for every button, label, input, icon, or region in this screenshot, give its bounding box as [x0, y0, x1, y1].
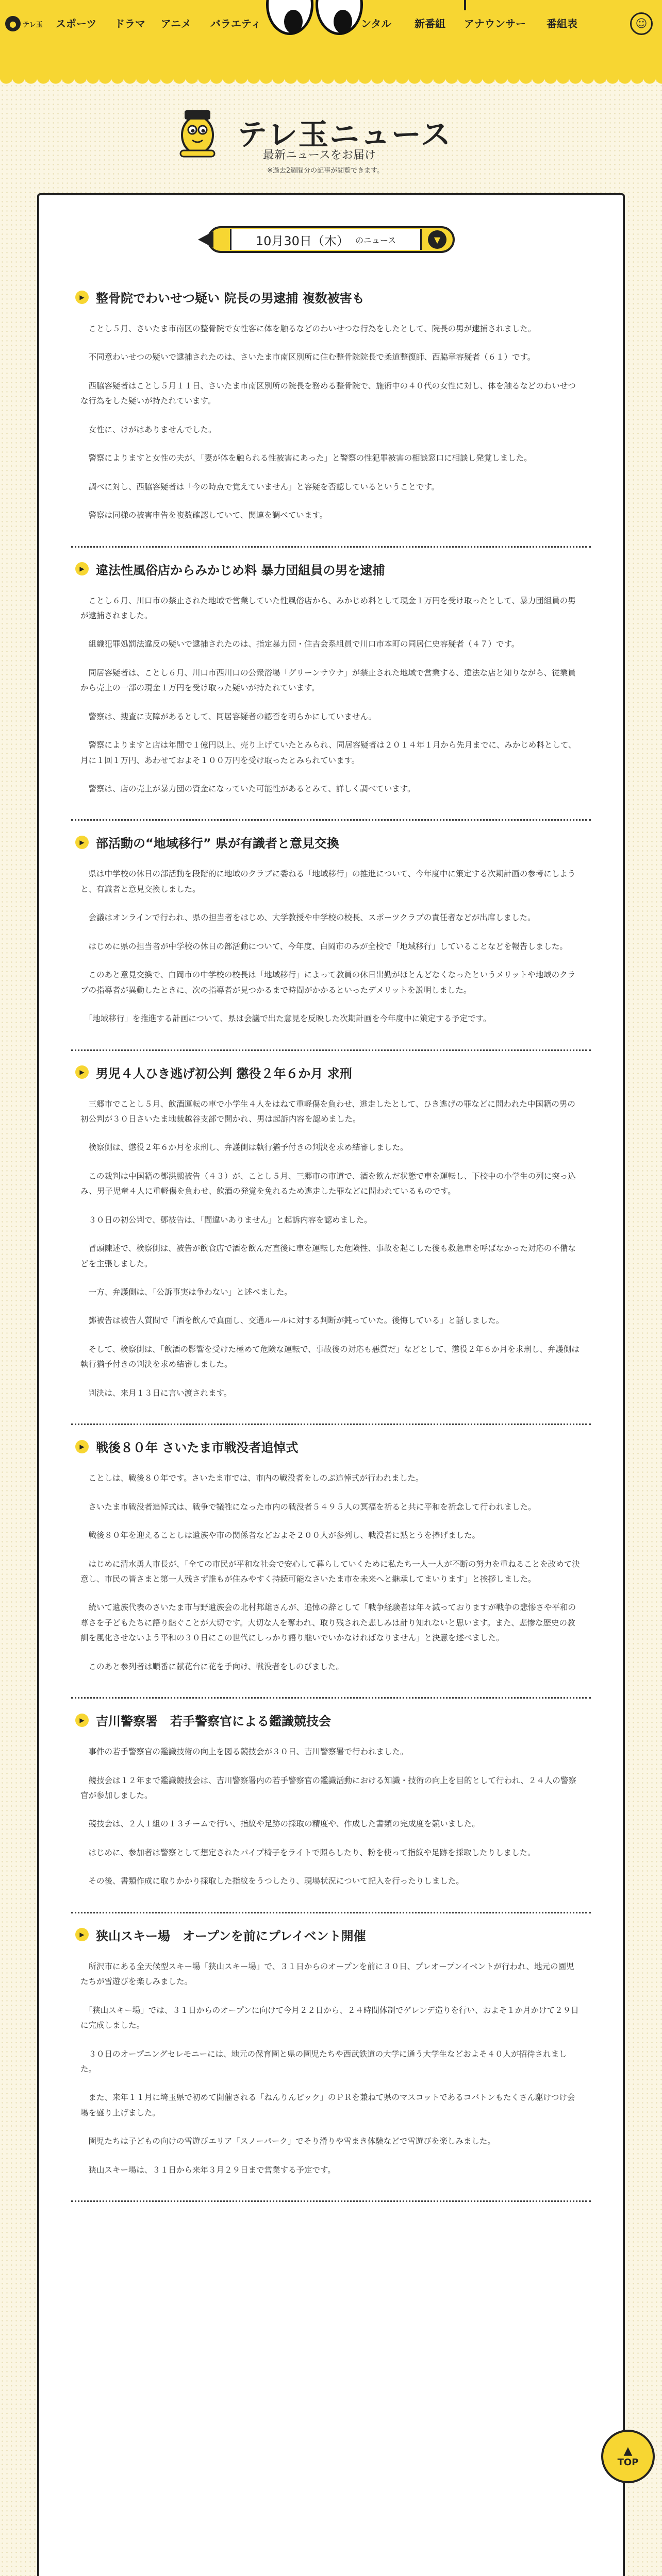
article-paragraph: ３０日のオープニングセレモニーには、地元の保育園と県の園児たちや西武鉄道の大学に通う大学生などおよそ４０人が招待されました。: [80, 2049, 567, 2074]
article-paragraph: 警察によりますと店は年間で１億円以上、売り上げていたとみられ、同居容疑者は２０１４年１月から先月までに、みかじめ料として、月に１回１万円、あわせておよそ１００万円を受け取ったとみられています。: [80, 740, 576, 765]
right-eye-icon: [316, 0, 363, 35]
page-subtitle: 最新ニュースをお届け: [263, 149, 376, 162]
header-wave: [0, 77, 662, 90]
arrow-up-icon: ▲: [623, 2444, 633, 2458]
date-suffix: のニュース: [355, 235, 396, 245]
nav-item-anime[interactable]: アニメ: [161, 18, 191, 30]
article-paragraph: 鄧被告は被告人質問で「酒を飲んで真面し、交通ルールに対する判断が鈍っていた。後悔している」と話しました。: [80, 1316, 504, 1326]
article-paragraph: 続いて遺族代表のさいたま市与野遺族会の北村邦雄さんが、追悼の辞として「戦争経験者は年々減っておりますが戦争の悲惨さや平和の尊さを子どもたちに語り継ぐことが大切です。大切な人を奪われ、取り残された悲しみは計り知れないと思います。また、悲惨な歴史の教訓を風化させないよう平和の３０日にこの世代にしっかり語り継いでいかなければなりません」と決意を述べました。: [80, 1603, 576, 1643]
article-paragraph: 会議はオンラインで行われ、県の担当者をはじめ、大学教授や中学校の校長、スポーツクラブの責任者などが出席しました。: [80, 913, 536, 923]
article-title: [75, 1926, 591, 1944]
mascot-head-icon[interactable]: ☺: [630, 12, 653, 35]
article-paragraph: 「地域移行」を推進する計画について、県は会議で出た意見を反映した次期計画を今年度中に策定する予定です。: [80, 1014, 491, 1024]
article-paragraph: さいたま市戦没者追悼式は、戦争で犠牲になった市内の戦没者５４９５人の冥福を祈ると共に平和を祈念して行われました。: [80, 1502, 536, 1512]
back-to-top-label: TOP: [617, 2456, 639, 2468]
nav-item-rental[interactable]: ンタル: [361, 18, 392, 30]
article-paragraph: 検察側は、懲役２年６か月を求刑し、弁護側は執行猶予付きの判決を求め結審しました。: [80, 1143, 408, 1153]
article-title-text: 整骨院でわいせつ疑い 院長の男逮捕 複数被害も: [96, 291, 365, 306]
article-paragraph: 組織犯罪処罰法違反の疑いで逮捕されたのは、指定暴力団・住吉会系組員で川口市本町の同居仁史容疑者（４７）です。: [80, 639, 520, 649]
article-paragraph: 女性に、けがはありませんでした。: [80, 425, 217, 434]
article-paragraph: 競技会は１２年まで鑑識競技会は、吉川警察署内の若手警察官の鑑識活動における知識・技術の向上を目的として行われ、２４人の警察官が参加しました。: [80, 1775, 576, 1800]
arrow-bullet-icon: ▶: [75, 1714, 89, 1727]
date-selector[interactable]: [207, 226, 455, 253]
article-paragraph: 一方、弁護側は、「公訴事実は争わない」と述べました。: [80, 1287, 292, 1297]
article-paragraph: はじめに、参加者は警察として想定されたパイプ椅子をライトで照らしたり、粉を使って指紋や足跡を採取したりしました。: [80, 1848, 536, 1857]
logo-mark-icon: ●: [5, 16, 21, 31]
article-paragraph: 戦後８０年を迎えることしは遺族や市の関係者などおよそ２００人が参列し、戦没者に黙とうを捧げました。: [80, 1531, 481, 1540]
article-title-text: 男児４人ひき逃げ初公判 懲役２年６か月 求刑: [96, 1066, 352, 1081]
news-article: [71, 276, 591, 548]
arrow-bullet-icon: ▶: [75, 291, 89, 304]
back-to-top-button[interactable]: [601, 2430, 655, 2483]
pencil-tip-icon: [198, 231, 213, 248]
article-paragraph: 警察は、店の売上が暴力団の資金になっていた可能性があるとみて、詳しく調べています。: [80, 784, 416, 793]
article-title-text: 違法性風俗店からみかじめ料 暴力団組員の男を逮捕: [96, 563, 385, 578]
article-paragraph: 西脇容疑者はことし５月１１日、さいたま市南区別所の院長を務める整骨院で、施術中の４０代の女性に対し、体を触るなどのわいせつな行為をした疑いが持たれています。: [80, 381, 576, 406]
news-article: [71, 1699, 591, 1913]
nav-divider: [464, 0, 466, 10]
archive-note: ※過去2週間分の記事が閲覧できます。: [267, 167, 384, 175]
nav-item-sports[interactable]: スポーツ: [56, 18, 97, 30]
article-paragraph: ことし６月、川口市の禁止された地域で営業していた性風俗店から、みかじめ料として現金１万円を受け取ったとして、暴力団組員の男が逮捕されました。: [80, 596, 576, 620]
arrow-bullet-icon: ▶: [75, 1440, 89, 1453]
article-paragraph: 事件の若手警察官の鑑識技術の向上を図る競技会が３０日、吉川警察署で行われました。: [80, 1747, 408, 1757]
article-paragraph: 調べに対し、西脇容疑者は「今の時点で覚えていません」と容疑を否認しているということです。: [80, 482, 440, 492]
selected-date: 10月30日（木）: [255, 233, 349, 248]
arrow-bullet-icon: ▶: [75, 1928, 89, 1941]
article-paragraph: 不同意わいせつの疑いで逮捕されたのは、さいたま市南区別所に住む整骨院院長で柔道整復師、西脇章容疑者（６１）です。: [80, 352, 536, 362]
nav-item-new-programs[interactable]: 新番組: [415, 18, 445, 30]
article-paragraph: 「狭山スキー場」では、３１日からのオープンに向けて今月２２日から、２４時間体制でゲレンデ造りを行い、およそ１か月かけて２９日に完成しました。: [80, 2005, 579, 2030]
article-paragraph: ことしは、戦後８０年です。さいたま市では、市内の戦没者をしのぶ追悼式が行われました。: [80, 1473, 424, 1483]
left-eye-icon: [266, 0, 313, 35]
arrow-bullet-icon: ▶: [75, 1065, 89, 1079]
article-paragraph: このあと意見交換で、白岡市の中学校の校長は「地域移行」によって教員の休日出勤がほとんどなくなったというメリットや地域のクラブの指導者が異動したときに、次の指導者が見つかるまで時間がかかるといったデメリットを説明しました。: [80, 970, 576, 995]
article-paragraph: ３０日の初公判で、鄧被告は、「間違いありません」と起訴内容を認めました。: [80, 1215, 372, 1225]
article-paragraph: ことし５月、さいたま市南区の整骨院で女性客に体を触るなどのわいせつな行為をしたとして、院長の男が逮捕されました。: [80, 324, 536, 333]
article-paragraph: 警察は同様の被害申告を複数確認していて、関連を調べています。: [80, 511, 327, 520]
site-header: [0, 0, 662, 77]
logo-text: テレ玉: [23, 21, 43, 29]
article-paragraph: そして、検察側は、「飲酒の影響を受けた極めて危険な運転で、事故後の対応も悪質だ」などとして、懲役２年６か月を求刑し、弁護側は執行猶予付きの判決を求め結審しました。: [80, 1344, 580, 1369]
article-paragraph: 警察は、捜査に支障があるとして、同居容疑者の認否を明らかにしていません。: [80, 711, 377, 721]
arrow-bullet-icon: ▶: [75, 562, 89, 575]
news-article: [71, 1913, 591, 2202]
nav-item-variety[interactable]: バラエティ: [210, 18, 261, 30]
article-paragraph: 判決は、来月１３日に言い渡されます。: [80, 1388, 232, 1398]
arrow-bullet-icon: ▶: [75, 836, 89, 849]
mascot-eyes: [237, 0, 392, 37]
article-title: [75, 1437, 591, 1455]
nav-item-drama[interactable]: ドラマ: [114, 18, 145, 30]
article-title-text: 狭山スキー場 オープンを前にプレイベント開催: [96, 1928, 366, 1943]
article-title: [75, 833, 591, 851]
article-paragraph: この裁判は中国籍の鄧洪鵬被告（４３）が、ことし５月、三郷市の市道で、酒を飲んだ状態で車を運転し、下校中の小学生の列に突っ込み、男子児童４人に重軽傷を負わせ、飲酒の発覚を免れるため逃走した罪などに問われているものです。: [80, 1171, 576, 1196]
nav-item-schedule[interactable]: 番組表: [547, 18, 577, 30]
news-article: [71, 1051, 591, 1426]
mascot-icon: [175, 103, 220, 160]
article-paragraph: 警察によりますと女性の夫が、「妻が体を触られる性被害にあった」と警察の性犯罪被害の相談窓口に相談し発覚しました。: [80, 453, 532, 463]
article-paragraph: はじめに清水勇人市長が、「全ての市民が平和な社会で安心して暮らしていくために私たち一人一人が不断の努力を重ねることを改めて決意し、市民の皆さまと第一人残さず誰もが住みやすく持続可能なさいたま市を未来へと継承してまいります」と挨拶しました。: [80, 1559, 580, 1584]
article-paragraph: 県は中学校の休日の部活動を段階的に地域のクラブに委ねる「地域移行」の推進について、今年度中に策定する次期計画の参考にしようと、有識者と意見交換しました。: [80, 869, 576, 894]
chevron-down-icon: ▼: [428, 230, 446, 249]
article-paragraph: 狭山スキー場は、３１日から来年３月２９日まで営業する予定です。: [80, 2165, 336, 2175]
article-title: [75, 1063, 591, 1081]
article-title-text: 戦後８０年 さいたま市戦没者追悼式: [96, 1440, 299, 1455]
nav-item-announcers[interactable]: アナウンサー: [464, 18, 526, 30]
article-paragraph: また、来年１１月に埼玉県で初めて開催される「ねんりんピック」のＰＲを兼ねて県のマスコットであるコバトンもたくさん駆けつけ会場を盛り上げました。: [80, 2093, 575, 2117]
article-paragraph: 所沢市にある全天候型スキー場「狭山スキー場」で、３１日からのオープンを前に３０日、プレオープンイベントが行われ、地元の園児たちが雪遊びを楽しみました。: [80, 1961, 574, 1987]
article-paragraph: 競技会は、２人１組の１３チームで行い、指紋や足跡の採取の精度や、作成した書類の完成度を競いました。: [80, 1819, 480, 1829]
article-title-text: 部活動の“地域移行” 県が有識者と意見交換: [96, 836, 339, 851]
news-article: [71, 1425, 591, 1699]
title-area: [0, 93, 662, 193]
article-paragraph: 園児たちは子どもの向けの雪遊びエリア「スノーパーク」でそり滑りや雪まき体験などで雪遊びを楽しみました。: [80, 2137, 495, 2146]
article-paragraph: このあと参列者は順番に献花台に花を手向け、戦没者をしのびました。: [80, 1662, 344, 1671]
date-dropdown-button[interactable]: [422, 230, 453, 249]
article-paragraph: 冒頭陳述で、検察側は、被告が飲食店で酒を飲んだ直後に車を運転した危険性、事故を起こした後も救急車を呼ばなかった対応の不備などを主張しました。: [80, 1244, 576, 1268]
article-paragraph: 三郷市でことし５月、飲酒運転の車で小学生４人をはねて重軽傷を負わせ、逃走したとして、ひき逃げの罪などに問われた中国籍の男の初公判が３０日さいたま地裁越谷支部で開かれ、男は起訴内容を認めました。: [80, 1099, 575, 1124]
news-article: [71, 821, 591, 1050]
article-paragraph: 同居容疑者は、ことし６月、川口市西川口の公衆浴場「グリーンサウナ」が禁止された地域で営業する、違法な店と知りながら、従業員から売上の一部の現金１万円を受け取った疑いが持たれています。: [80, 668, 576, 693]
news-article: [71, 548, 591, 821]
page-title: テレ玉ニュース: [237, 117, 452, 152]
article-paragraph: その後、書類作成に取りかかり採取した指紋をうつしたり、現場状況について記入を行ったりしました。: [80, 1876, 464, 1886]
article-title: [75, 1711, 591, 1729]
article-paragraph: はじめに県の担当者が中学校の休日の部活動について、今年度、白岡市のみが全校で「地域移行」していることなどを報告しました。: [80, 941, 568, 951]
article-title: [75, 288, 591, 306]
article-title-text: 吉川警察署 若手警察官による鑑識競技会: [96, 1714, 331, 1729]
news-card: [37, 193, 625, 2576]
article-title: [75, 560, 591, 578]
date-display[interactable]: [230, 229, 422, 250]
